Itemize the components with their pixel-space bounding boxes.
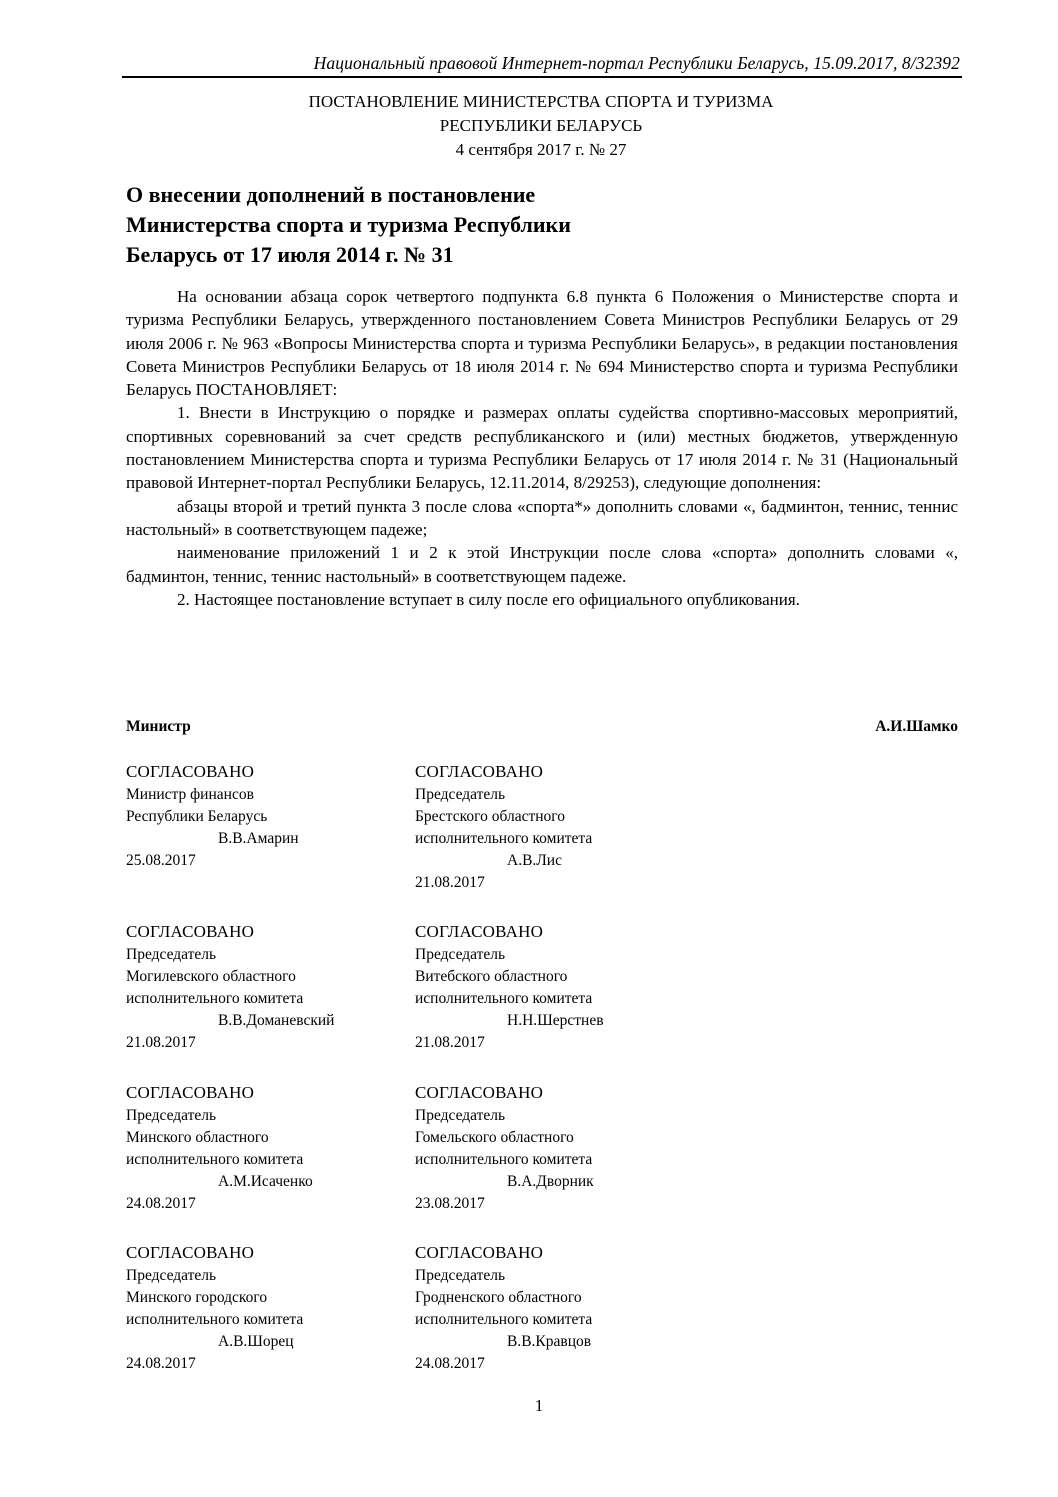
agreement-line: исполнительного комитета [415, 990, 593, 1007]
agreement-line: Председатель [126, 1267, 217, 1284]
agreement-caption: СОГЛАСОВАНО [415, 1083, 544, 1102]
agreement-block [126, 920, 396, 1054]
agreement-name: А.М.Исаченко [218, 1173, 313, 1190]
agreement-date: 25.08.2017 [126, 852, 196, 869]
agreement-line: исполнительного комитета [415, 830, 593, 847]
agreement-line: Председатель [415, 946, 506, 963]
agreement-caption: СОГЛАСОВАНО [415, 922, 544, 941]
agreement-line: исполнительного комитета [126, 1311, 304, 1328]
agreement-block [415, 1081, 685, 1215]
agreement-date: 24.08.2017 [126, 1195, 196, 1212]
agreement-line: исполнительного комитета [415, 1311, 593, 1328]
agreement-block [415, 1241, 685, 1375]
document-body [126, 285, 958, 611]
agreement-date: 23.08.2017 [415, 1195, 485, 1212]
document-heading [126, 180, 686, 270]
agreement-name: В.А.Дворник [507, 1173, 594, 1190]
agreement-caption: СОГЛАСОВАНО [126, 1243, 255, 1262]
agreement-line: Председатель [126, 946, 217, 963]
agreement-block [126, 1241, 396, 1375]
agreement-block [415, 920, 685, 1054]
agreement-line: Министр финансов [126, 786, 254, 803]
agreement-date: 21.08.2017 [415, 1034, 485, 1051]
paragraph-amendment-1: абзацы второй и третий пункта 3 после слова «спорта*» дополнить словами «, бадминтон, теннис, теннис настольный» в соответствующем падеже; [126, 496, 958, 539]
agreement-block [126, 760, 396, 872]
agreement-line: исполнительного комитета [126, 990, 304, 1007]
agreement-line: Витебского областного [415, 968, 568, 985]
heading-line-1: О внесении дополнений в постановление [126, 182, 536, 207]
header-divider [122, 76, 962, 78]
title-date-number: 4 сентября 2017 г. № 27 [455, 140, 627, 159]
agreement-date: 24.08.2017 [415, 1355, 485, 1372]
agreement-line: Гомельского областного [415, 1129, 574, 1146]
agreement-line: Брестского областного [415, 808, 566, 825]
page-number: 1 [534, 1396, 544, 1415]
agreement-name: В.В.Доманевский [218, 1012, 335, 1029]
agreement-line: Могилевского областного [126, 968, 296, 985]
publication-header: Национальный правовой Интернет-портал Республики Беларусь, 15.09.2017, 8/32392 [313, 53, 960, 73]
agreement-name: В.В.Амарин [218, 830, 299, 847]
agreement-line: Председатель [415, 1267, 506, 1284]
agreement-line: Председатель [415, 786, 506, 803]
agreement-date: 24.08.2017 [126, 1355, 196, 1372]
agreement-line: Гродненского областного [415, 1289, 582, 1306]
signatory-name: А.И.Шамко [875, 718, 958, 735]
agreement-line: Минского областного [126, 1129, 269, 1146]
agreement-caption: СОГЛАСОВАНО [126, 922, 255, 941]
agreement-caption: СОГЛАСОВАНО [415, 762, 544, 781]
agreement-line: исполнительного комитета [415, 1151, 593, 1168]
paragraph-amendment-2: наименование приложений 1 и 2 к этой Инструкции после слова «спорта» дополнить словами «, бадминтон, теннис, теннис настольный» в соответствующем падеже. [126, 543, 958, 586]
agreement-line: Председатель [415, 1107, 506, 1124]
paragraph-preamble: На основании абзаца сорок четвертого подпункта 6.8 пункта 6 Положения о Министерстве спорта и туризма Республики Беларусь, утвержденного постановлением Совета Министров Республики Беларусь от 29 июля 2006 г. № 963 «Вопросы Министерства спорта и туризма Республики Беларусь», в редакции постановления Совета Министров Республики Беларусь от 18 июля 2014 г. № 694 Министерство спорта и туризма Республики Беларусь ПОСТАНОВЛЯЕТ: [126, 287, 958, 400]
agreement-line: Председатель [126, 1107, 217, 1124]
agreement-name: Н.Н.Шерстнев [507, 1012, 604, 1029]
agreement-block [415, 760, 685, 894]
agreement-line: Республики Беларусь [126, 808, 268, 825]
agreement-caption: СОГЛАСОВАНО [415, 1243, 544, 1262]
document-title [122, 90, 960, 162]
signatory-position: Министр [126, 718, 191, 735]
agreement-name: А.В.Шорец [218, 1333, 294, 1350]
heading-line-3: Беларусь от 17 июля 2014 г. № 31 [126, 242, 454, 267]
agreement-caption: СОГЛАСОВАНО [126, 1083, 255, 1102]
agreement-date: 21.08.2017 [126, 1034, 196, 1051]
title-line-1: ПОСТАНОВЛЕНИЕ МИНИСТЕРСТВА СПОРТА И ТУРИЗМА [308, 92, 774, 111]
agreement-name: В.В.Кравцов [507, 1333, 592, 1350]
agreement-date: 21.08.2017 [415, 874, 485, 891]
agreement-caption: СОГЛАСОВАНО [126, 762, 255, 781]
agreement-name: А.В.Лис [507, 852, 562, 869]
paragraph-item-2: 2. Настоящее постановление вступает в силу после его официального опубликования. [177, 589, 800, 609]
agreement-line: Минского городского [126, 1289, 268, 1306]
agreement-line: исполнительного комитета [126, 1151, 304, 1168]
paragraph-item-1: 1. Внести в Инструкцию о порядке и размерах оплаты судейства спортивно-массовых мероприятий, спортивных соревнований за счет средств республиканского и (или) местных бюджетов, утвержденную постановлением Министерства спорта и туризма Республики Беларусь от 17 июля 2014 г. № 31 (Национальный правовой Интернет-портал Республики Беларусь, 12.11.2014, 8/29253), следующие дополнения: [126, 403, 958, 493]
title-line-2: РЕСПУБЛИКИ БЕЛАРУСЬ [439, 116, 643, 135]
heading-line-2: Министерства спорта и туризма Республики [126, 212, 571, 237]
agreement-block [126, 1081, 396, 1215]
